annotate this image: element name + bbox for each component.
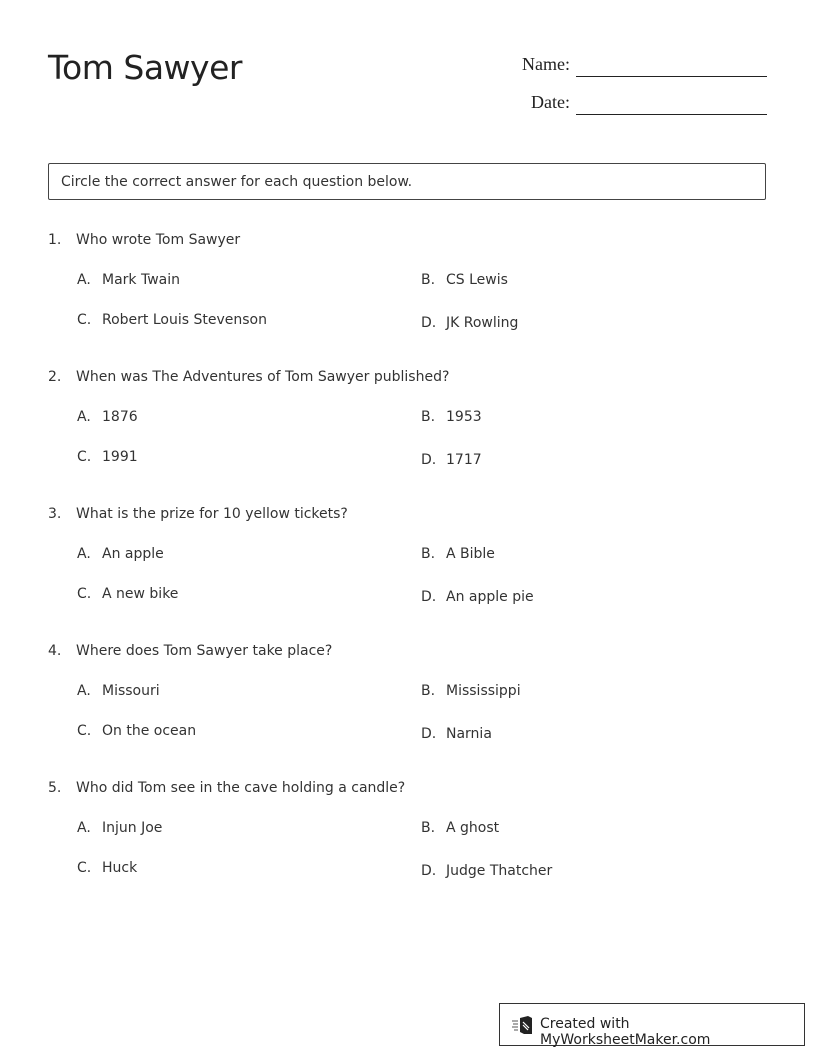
option-letter: A. [77,546,91,562]
question-text: Who did Tom see in the cave holding a candle? [76,780,406,796]
option-letter: C. [77,312,92,328]
date-field[interactable] [576,114,767,115]
option-letter: C. [77,586,92,602]
name-field[interactable] [576,76,767,77]
date-label: Date: [531,92,570,112]
option-letter: C. [77,449,92,465]
option-text: 1991 [102,449,138,465]
question-number: 2. [48,369,62,385]
name-label-wrap [470,54,570,76]
option-text: 1953 [446,409,482,425]
option-letter: B. [421,820,436,836]
instructions-box [48,163,766,200]
option-letter: B. [421,272,436,288]
option-text: A Bible [446,546,495,562]
option-letter: D. [421,726,437,742]
option-letter: D. [421,863,437,879]
option-text: Mark Twain [102,272,180,288]
option-text: Injun Joe [102,820,163,836]
option-text: An apple [102,546,164,562]
option-letter: D. [421,452,437,468]
question-number: 5. [48,780,62,796]
option-letter: C. [77,860,92,876]
option-text: On the ocean [102,723,197,739]
option-text: Judge Thatcher [446,863,553,879]
option-text: Narnia [446,726,492,742]
option-letter: A. [77,272,91,288]
question-text: When was The Adventures of Tom Sawyer published? [76,369,450,385]
option-text: A ghost [446,820,500,836]
option-letter: C. [77,723,92,739]
option-text: 1876 [102,409,138,425]
question-text: What is the prize for 10 yellow tickets? [76,506,348,522]
option-text: Robert Louis Stevenson [102,312,267,328]
date-label-wrap [470,92,570,114]
option-text: 1717 [446,452,482,468]
option-letter: A. [77,820,91,836]
worksheet-logo-icon [512,1015,532,1035]
question-text: Where does Tom Sawyer take place? [76,643,333,659]
option-letter: D. [421,589,437,605]
question-number: 3. [48,506,62,522]
question-text: Who wrote Tom Sawyer [76,232,241,248]
option-text: An apple pie [446,589,534,605]
question-number: 4. [48,643,62,659]
option-letter: D. [421,315,437,331]
option-letter: A. [77,683,91,699]
option-text: Mississippi [446,683,521,699]
option-letter: B. [421,409,436,425]
option-letter: B. [421,683,436,699]
question-number: 1. [48,232,62,248]
option-letter: B. [421,546,436,562]
option-text: JK Rowling [446,315,519,331]
page-title: Tom Sawyer [48,48,242,87]
option-text: CS Lewis [446,272,508,288]
option-text: Missouri [102,683,160,699]
option-text: A new bike [102,586,179,602]
option-letter: A. [77,409,91,425]
footer-badge[interactable] [499,1003,805,1046]
footer-text: Created with MyWorksheetMaker.com [540,1016,711,1048]
option-text: Huck [102,860,138,876]
instructions-text: Circle the correct answer for each question below. [61,174,413,190]
name-label: Name: [522,54,570,74]
